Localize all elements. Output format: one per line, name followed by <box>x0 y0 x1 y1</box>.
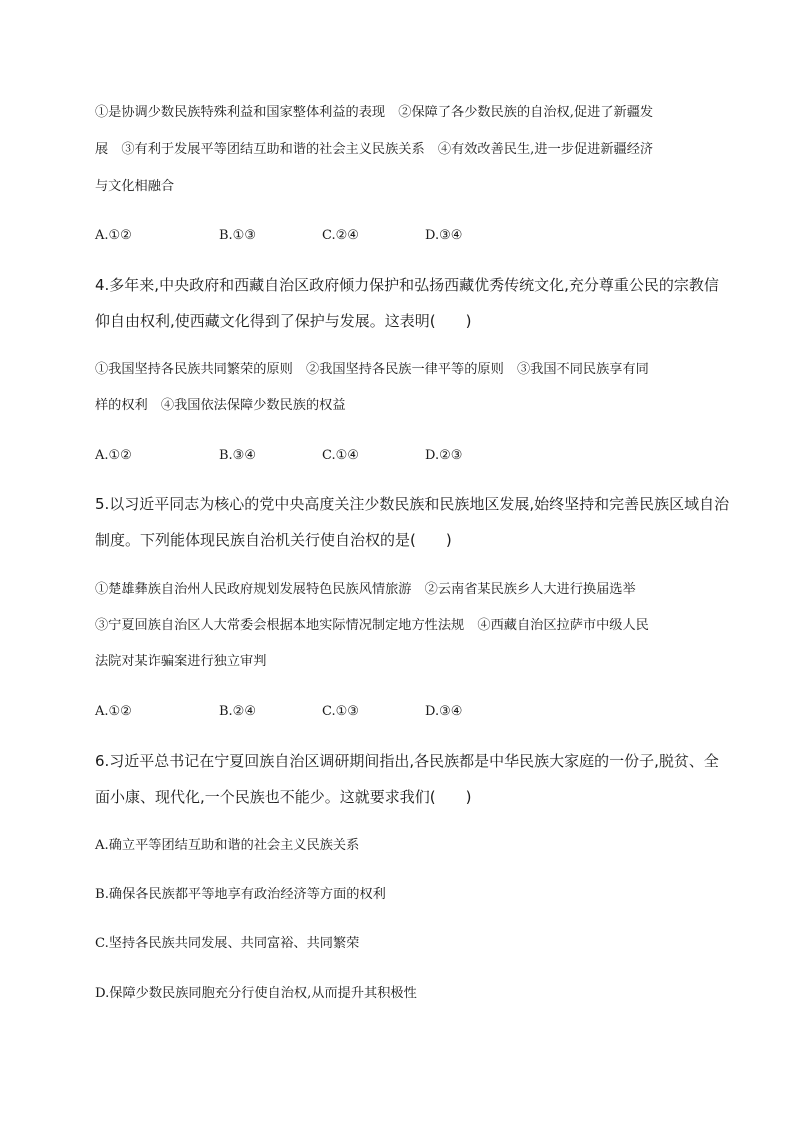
q3-option-c: C.②④ <box>322 228 359 243</box>
q4-option-d: D.②③ <box>425 448 463 463</box>
q3-items-line-2: 展 ③有利于发展平等团结互助和谐的社会主义民族关系 ④有效改善民生,进一步促进新疆经济 <box>95 142 654 157</box>
q5-option-d: D.③④ <box>425 704 463 719</box>
q4-stem-line-2: 仰自由权利,使西藏文化得到了保护与发展。这表明( ) <box>95 312 472 330</box>
q5-items-line-3: 法院对某诈骗案进行独立审判 <box>95 654 267 669</box>
q6-stem-line-2: 面小康、现代化,一个民族也不能少。这就要求我们( ) <box>95 788 472 806</box>
q4-option-c: C.①④ <box>322 448 359 463</box>
q5-items-line-2: ③宁夏回族自治区人大常委会根据本地实际情况制定地方性法规 ④西藏自治区拉萨市中级人民 <box>95 618 649 633</box>
q4-option-b: B.③④ <box>219 448 256 463</box>
q4-stem-line-1: 4.多年来,中央政府和西藏自治区政府倾力保护和弘扬西藏优秀传统文化,充分尊重公民的宗教信 <box>95 276 719 294</box>
q5-option-b: B.②④ <box>219 704 256 719</box>
q6-stem-line-1: 6.习近平总书记在宁夏回族自治区调研期间指出,各民族都是中华民族大家庭的一份子,脱贫、全 <box>95 752 719 770</box>
q6-option-d: D.保障少数民族同胞充分行使自治权,从而提升其积极性 <box>95 986 417 1001</box>
q3-option-a: A.①② <box>95 228 132 243</box>
q3-option-d: D.③④ <box>425 228 463 243</box>
q5-stem-line-1: 5.以习近平同志为核心的党中央高度关注少数民族和民族地区发展,始终坚持和完善民族区域自治 <box>95 495 730 513</box>
q6-option-c: C.坚持各民族共同发展、共同富裕、共同繁荣 <box>95 936 360 951</box>
q3-items-line-1: ①是协调少数民族特殊利益和国家整体利益的表现 ②保障了各少数民族的自治权,促进了新疆发 <box>95 105 654 120</box>
q5-stem-line-2: 制度。下列能体现民族自治机关行使自治权的是( ) <box>95 531 452 549</box>
q6-option-a: A.确立平等团结互助和谐的社会主义民族关系 <box>95 838 360 853</box>
q5-items-line-1: ①楚雄彝族自治州人民政府规划发展特色民族风情旅游 ②云南省某民族乡人大进行换届选举 <box>95 582 636 597</box>
q5-option-a: A.①② <box>95 704 132 719</box>
q4-items-line-2: 样的权利 ④我国依法保障少数民族的权益 <box>95 398 346 413</box>
q5-option-c: C.①③ <box>322 704 359 719</box>
q4-option-a: A.①② <box>95 448 132 463</box>
q3-items-line-3: 与文化相融合 <box>95 179 175 194</box>
q6-option-b: B.确保各民族都平等地享有政治经济等方面的权利 <box>95 887 386 902</box>
q3-option-b: B.①③ <box>219 228 256 243</box>
q4-items-line-1: ①我国坚持各民族共同繁荣的原则 ②我国坚持各民族一律平等的原则 ③我国不同民族享有同 <box>95 362 649 377</box>
